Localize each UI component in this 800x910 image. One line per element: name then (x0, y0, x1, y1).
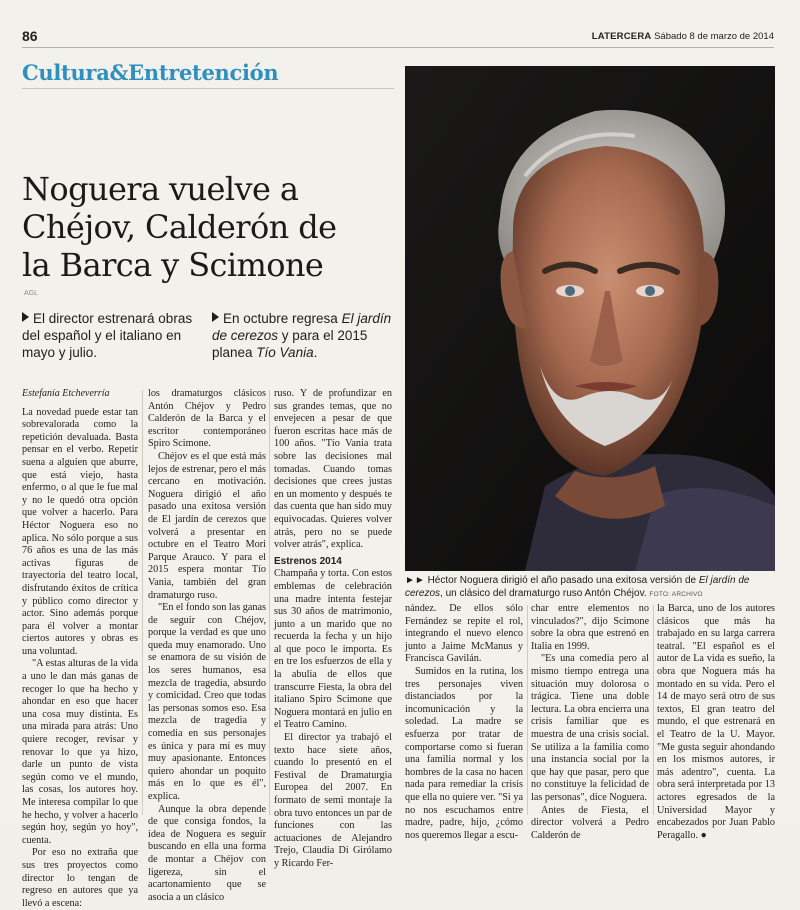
deck-title: Tío Vania (256, 345, 314, 360)
paragraph: char entre elementos no vinculados?", dijo Scimone sobre la obra que estrenó en Italia en 1999. (531, 603, 649, 652)
paragraph: Aunque la obra depende de que consiga fondos, la idea de Noguera es seguir buscando en ella una forma de montar a Chéjov con ligereza, sin el acartonamiento que se asocia a un clásico (148, 803, 266, 903)
column-divider (269, 390, 270, 815)
masthead-date: Sábado 8 de marzo de 2014 (654, 31, 774, 42)
deck-text: El director estrenará obras del español y el italiano en mayo y julio. (22, 311, 193, 360)
article-column-3 (274, 388, 392, 869)
article-column-5 (531, 603, 649, 841)
headline-line: Chéjov, Calderón de (22, 208, 337, 246)
deck-summary-2 (212, 310, 396, 361)
paragraph: "En el fondo son las ganas de seguir con Chéjov, porque la verdad es que uno queda muy enamorado. Uno se enamora de su visión de los seres humanos, esa mezcla de tragedia, absurdo y comicidad. Creo que todas las personas somos eso. Esa mezcla de tragedia y comedia en sus personajes es única y para mí es muy muy apasionante. Entonces quiero ahondar un poquito más en lo que es él", explica. (148, 602, 266, 802)
deck-summary-1 (22, 310, 204, 361)
deck-text: . (313, 345, 318, 360)
bullet-triangle-icon (212, 312, 219, 322)
page-header (22, 26, 774, 48)
article-headline (22, 170, 394, 284)
article-column-6 (657, 603, 775, 841)
paragraph: "A estas alturas de la vida a uno le dan más ganas de recoger lo que ha hecho y ahondar en eso que hacer una cosa muy distinta. Es una mirada para atrás: Uno quiere recoger, revisar y renovar lo que ya hizo, darle un punto de vista según como ve el mundo, las cosas, los autores hoy. Me interesa compilar lo que he hecho, y volver a hacerlo según hoy, según yo hoy", cuenta. (22, 658, 138, 846)
portrait-illustration (405, 66, 775, 571)
page-number: 86 (22, 28, 38, 44)
caption-title: El jardín de cerezos (405, 575, 750, 599)
caption-text: , un clásico del dramaturgo ruso Antón Chéjov. (440, 588, 647, 599)
bullet-triangle-icon (22, 312, 29, 322)
paragraph: "Es una comedia pero al mismo tiempo entrega una situación muy dolorosa o trágica. Tiene una doble lectura. La obra encierra una crisis familiar que es muestra de una crisis social. Se utiliza a la familia como una instancia social por la que hay que pasar, pero que no constituye la felicidad de las personas", dice Noguera. (531, 653, 649, 803)
deck-text: En octubre regresa (223, 311, 342, 326)
subheading: Estrenos 2014 (274, 555, 342, 567)
caption-text: Héctor Noguera dirigió el año pasado una exitosa versión de (424, 575, 699, 586)
column-divider (653, 605, 654, 815)
paragraph: Champaña y torta. Con estos emblemas de celebración una madre intenta festejar sus 30 años de matrimonio, junto a un marido que no recuerda la fecha y un hijo al que poco le importa. Es en tre los esfuerzos de ella y la abulia de ellos que transcurre Fiesta, la obra del italiano Spiro Scimone que Noguera montará en julio en el Teatro Camino. (274, 568, 392, 731)
paragraph: la Barca, uno de los autores clásicos que más ha trabajado en su larga carrera teatral. "El español es el autor de La vida es sueño, la obra que Noguera más ha montado en su vida. Pero el 14 de mayo será otro de sus textos, El gran teatro del mundo, el que estrenará en el Teatro de la U. Mayor. "Me gusta seguir ahondando en los mismos autores, ir más adentro", cuenta. La obra será interpretada por 13 actores egresados de la Universidad Mayor y encabezados por Juan Pablo Peragallo. ● (657, 603, 775, 841)
paragraph: Antes de Fiesta, el director volverá a Pedro Calderón de (531, 804, 649, 841)
headline-line: Noguera vuelve a (22, 170, 299, 208)
paragraph: La novedad puede estar tan sobrevalorada como la repetición devaluada. Basta pensar en el verbo. Repetir suena a alguien que aburre, que está viejo, hasta enfermo, o al que le fue mal y no le quedó otra opción que volver a hacerlo. Para Héctor Noguera eso no aplica. No sólo porque a sus 76 años es una de las más activas figuras de trayectoria del teatro local, disfrutando éxitos de crítica y público como director y actor. Sino además porque para él volver a montar ciertos autores y obras es una voluntad. (22, 406, 138, 657)
masthead (592, 31, 774, 42)
article-column-4 (405, 603, 523, 841)
caption-marker: ►► (405, 575, 425, 586)
paragraph: los dramaturgos clásicos Antón Chéjov y Pedro Calderón de la Barca y el escritor contemporáneo Spiro Scimone. (148, 388, 266, 450)
column-divider (527, 605, 528, 815)
headline-line: la Barca y Scimone (22, 246, 324, 284)
paragraph: ruso. Y de profundizar en sus grandes temas, que no envejecen a pesar de que fueron escritas hace más de 100 años. "Tío Vania trata sobre las decisiones mal tomadas. Cuando tomas decisiones que crees justas en un momento y después te das cuenta que han sido muy equivocadas. Quieres volver atrás, pero no se puede volver atrás", explica. (274, 388, 392, 551)
section-divider (22, 88, 394, 89)
deck-text: y para el 2015 planea (212, 328, 368, 360)
paragraph: Sumidos en la rutina, los tres personajes viven distanciados por la incomunicación y la soledad. La madre se esfuerza por tratar de comportarse como si fueran una familia normal y los hombres de la casa no hacen nada para remediar la crisis que ella no quiere ver. "Si ya no nos escuchamos entre madre, padre, hijo, ¿cómo nos queremos llegar a escu- (405, 665, 523, 841)
small-credit: AGL (24, 290, 39, 297)
masthead-brand: LATERCERA (591, 31, 652, 42)
deck-title: El jardín de cerezos (212, 311, 392, 343)
column-divider (142, 390, 143, 815)
paragraph: Por eso no extraña que sus tres proyectos como director lo tengan de regreso en autores que ya llevó a escena: (22, 847, 138, 909)
article-column-2 (148, 388, 266, 903)
section-title: Cultura&Entretención (22, 60, 279, 85)
article-column-1 (22, 388, 138, 909)
photo-credit: FOTO: ARCHIVO (649, 591, 703, 598)
paragraph: nández. De ellos sólo Fernández se repite el rol, integrando el nuevo elenco junto a Jaime McManus y Francisca Gavilán. (405, 603, 523, 665)
author-byline: Estefanía Etcheverría (22, 388, 110, 399)
photo-caption (405, 574, 775, 601)
portrait-photo (405, 66, 775, 571)
paragraph: El director ya trabajó el texto hace siete años, cuando lo presentó en el Festival de Dramaturgia Europea del 2007. En formato de semi montaje la obra tuvo entonces un par de funciones con las actuaciones de Alejandro Trejo, Claudia Di Girólamo y Ricardo Fer- (274, 732, 392, 869)
paragraph: Chéjov es el que está más lejos de estrenar, pero el más cercano en motivación. Noguera dirigió el año pasado una exitosa versión de El jardín de cerezos que volverá a presentar en octubre en el Teatro Mori Parque Arauco. Y para el 2015 espera montar Tío Vania, también del gran dramaturgo ruso. (148, 450, 266, 601)
